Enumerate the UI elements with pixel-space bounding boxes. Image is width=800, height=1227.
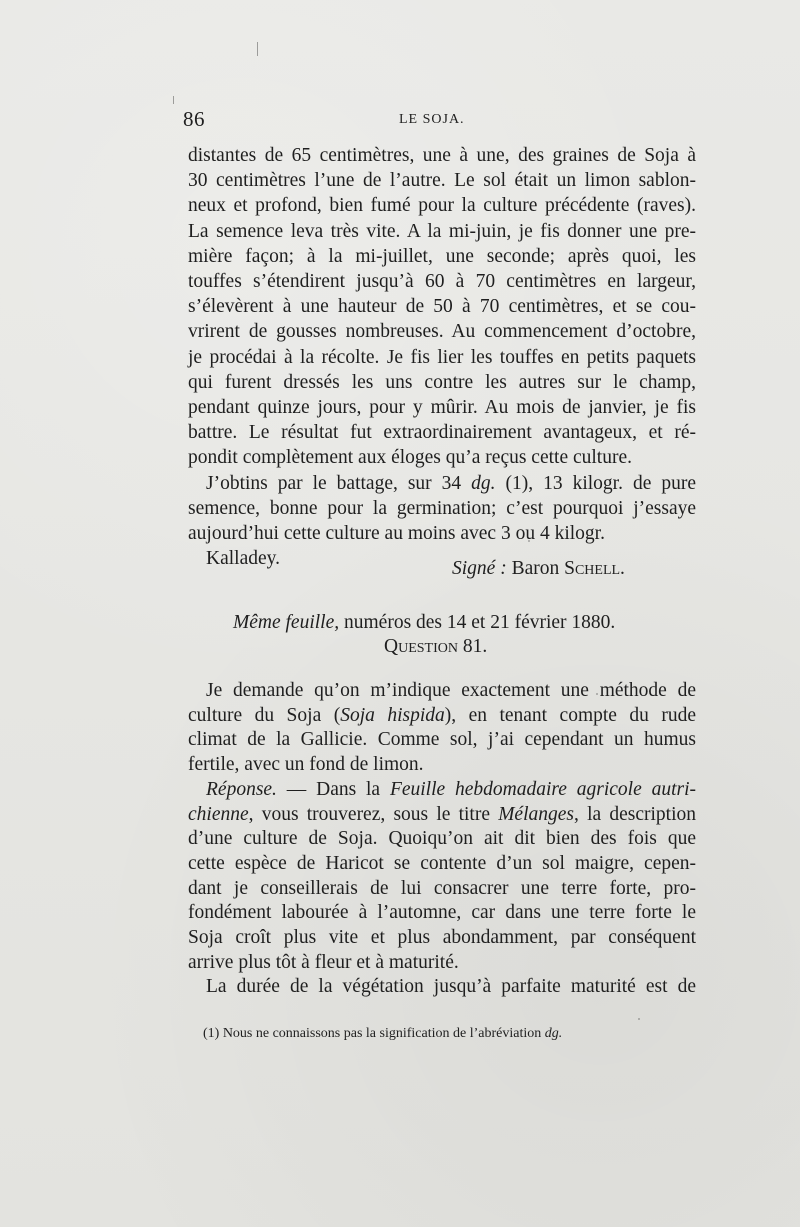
text-line: distantes de 65 centimètres, une à une, des graines de Soja à — [188, 145, 696, 166]
signature — [452, 558, 625, 580]
section-title: Mélanges — [498, 803, 574, 825]
question-label: Question — [384, 636, 458, 657]
text-line: Soja croît plus vite et plus abondamment, par conséquent — [188, 927, 696, 949]
text-line: pendant quinze jours, pour y mûrir. Au mois de janvier, je fis — [188, 397, 696, 419]
scan-mark — [173, 96, 174, 104]
text-line: aujourd’hui cette culture au moins avec 3 ou 4 kilogr. — [188, 523, 605, 545]
signature-label: Signé : — [452, 558, 507, 579]
running-title: LE SOJA. — [399, 112, 465, 127]
scan-speck — [638, 1018, 640, 1020]
text-line — [188, 704, 696, 729]
source-heading — [233, 610, 648, 635]
text-line — [188, 778, 696, 803]
text-line: je procédai à la récolte. Je fis lier les touffes en petits paquets — [188, 346, 696, 368]
abbreviation-dg: dg. — [471, 472, 496, 494]
text-span: , vous trouverez, sous le titre — [248, 803, 499, 825]
text-line: semence, bonne pour la germination; c’est pourquoi j’essaye — [188, 497, 696, 519]
response-label: Réponse. — [206, 778, 277, 800]
text-line: 30 centimètres l’une de l’autre. Le sol était un limon sablon- — [188, 170, 696, 192]
text-line: pondit complètement aux éloges qu’a reçus cette culture. — [188, 447, 632, 469]
journal-title-cont: chienne — [188, 803, 249, 825]
journal-title: Feuille hebdomadaire agricole autri- — [389, 778, 696, 800]
signature-name-prefix: Baron — [511, 558, 565, 579]
paragraph-block-1 — [188, 143, 696, 571]
text-span: culture du Soja — [188, 704, 334, 726]
text-line: Kalladey. — [206, 548, 280, 570]
text-line — [188, 803, 696, 828]
scan-mark — [257, 42, 258, 56]
text-line: climat de la Gallicie. Comme sol, j’ai cependant un humus — [188, 729, 696, 751]
text-line — [188, 471, 696, 496]
text-line: mière façon; à la mi-juillet, une seconde; après quoi, les — [188, 245, 696, 267]
footnote-abbreviation: dg. — [544, 1026, 563, 1041]
footnote-text: (1) Nous ne connaissons pas la signification de l’abréviation — [203, 1026, 545, 1041]
text-line: fertile, avec un fond de limon. — [188, 754, 424, 776]
page-number: 86 — [183, 107, 205, 131]
text-line: arrive plus tôt à fleur et à maturité. — [188, 951, 459, 973]
source-title: Même feuille, — [233, 612, 340, 633]
text-line: La semence leva très vite. A la mi-juin, je fis donner une pre- — [188, 220, 696, 242]
text-line: dant je conseillerais de lui consacrer une terre forte, pro- — [188, 877, 696, 899]
text-line: fondément labourée à l’automne, car dans une terre forte le — [188, 902, 696, 924]
question-heading — [384, 636, 487, 658]
text-span: — Dans la — [276, 778, 390, 800]
text-span: J’obtins par le battage, sur 34 — [206, 472, 472, 494]
text-line: qui furent dressés les uns contre les autres sur le champ, — [188, 371, 696, 393]
text-span: , la description — [574, 803, 696, 825]
text-span: ( — [333, 704, 341, 726]
text-line: cette espèce de Haricot se contente d’un sol maigre, cepen- — [188, 852, 696, 874]
question-number: 81. — [457, 636, 488, 657]
text-line: touffes s’étendirent jusqu’à 60 à 70 centimètres en largeur, — [188, 271, 696, 293]
species-name: Soja hispida — [340, 704, 445, 726]
footnote — [203, 1026, 562, 1042]
text-line: La durée de la végétation jusqu’à parfaite maturité est de — [206, 976, 696, 998]
paragraph-block-2 — [188, 679, 696, 1000]
text-line: neux et profond, bien fumé pour la culture précédente (raves). — [188, 195, 696, 217]
text-span: ), en tenant compte du rude — [444, 704, 697, 726]
scan-speck — [596, 693, 598, 695]
text-line: s’élevèrent à une hauteur de 50 à 70 centimètres, et se cou- — [188, 296, 696, 318]
page-header — [183, 107, 693, 131]
scan-speck — [528, 540, 530, 542]
source-date: numéros des 14 et 21 février 1880. — [339, 612, 616, 633]
text-line: vrirent de gousses nombreuses. Au commencement d’octobre, — [188, 321, 696, 343]
text-line: Je demande qu’on m’indique exactement une méthode de — [206, 680, 696, 701]
signature-name: Schell. — [564, 558, 625, 579]
text-span: (1), 13 kilogr. de pure — [495, 472, 696, 494]
text-line: battre. Le résultat fut extraordinairement avantageux, et ré- — [188, 422, 696, 444]
text-line: d’une culture de Soja. Quoiqu’on ait dit bien des fois que — [188, 828, 696, 850]
